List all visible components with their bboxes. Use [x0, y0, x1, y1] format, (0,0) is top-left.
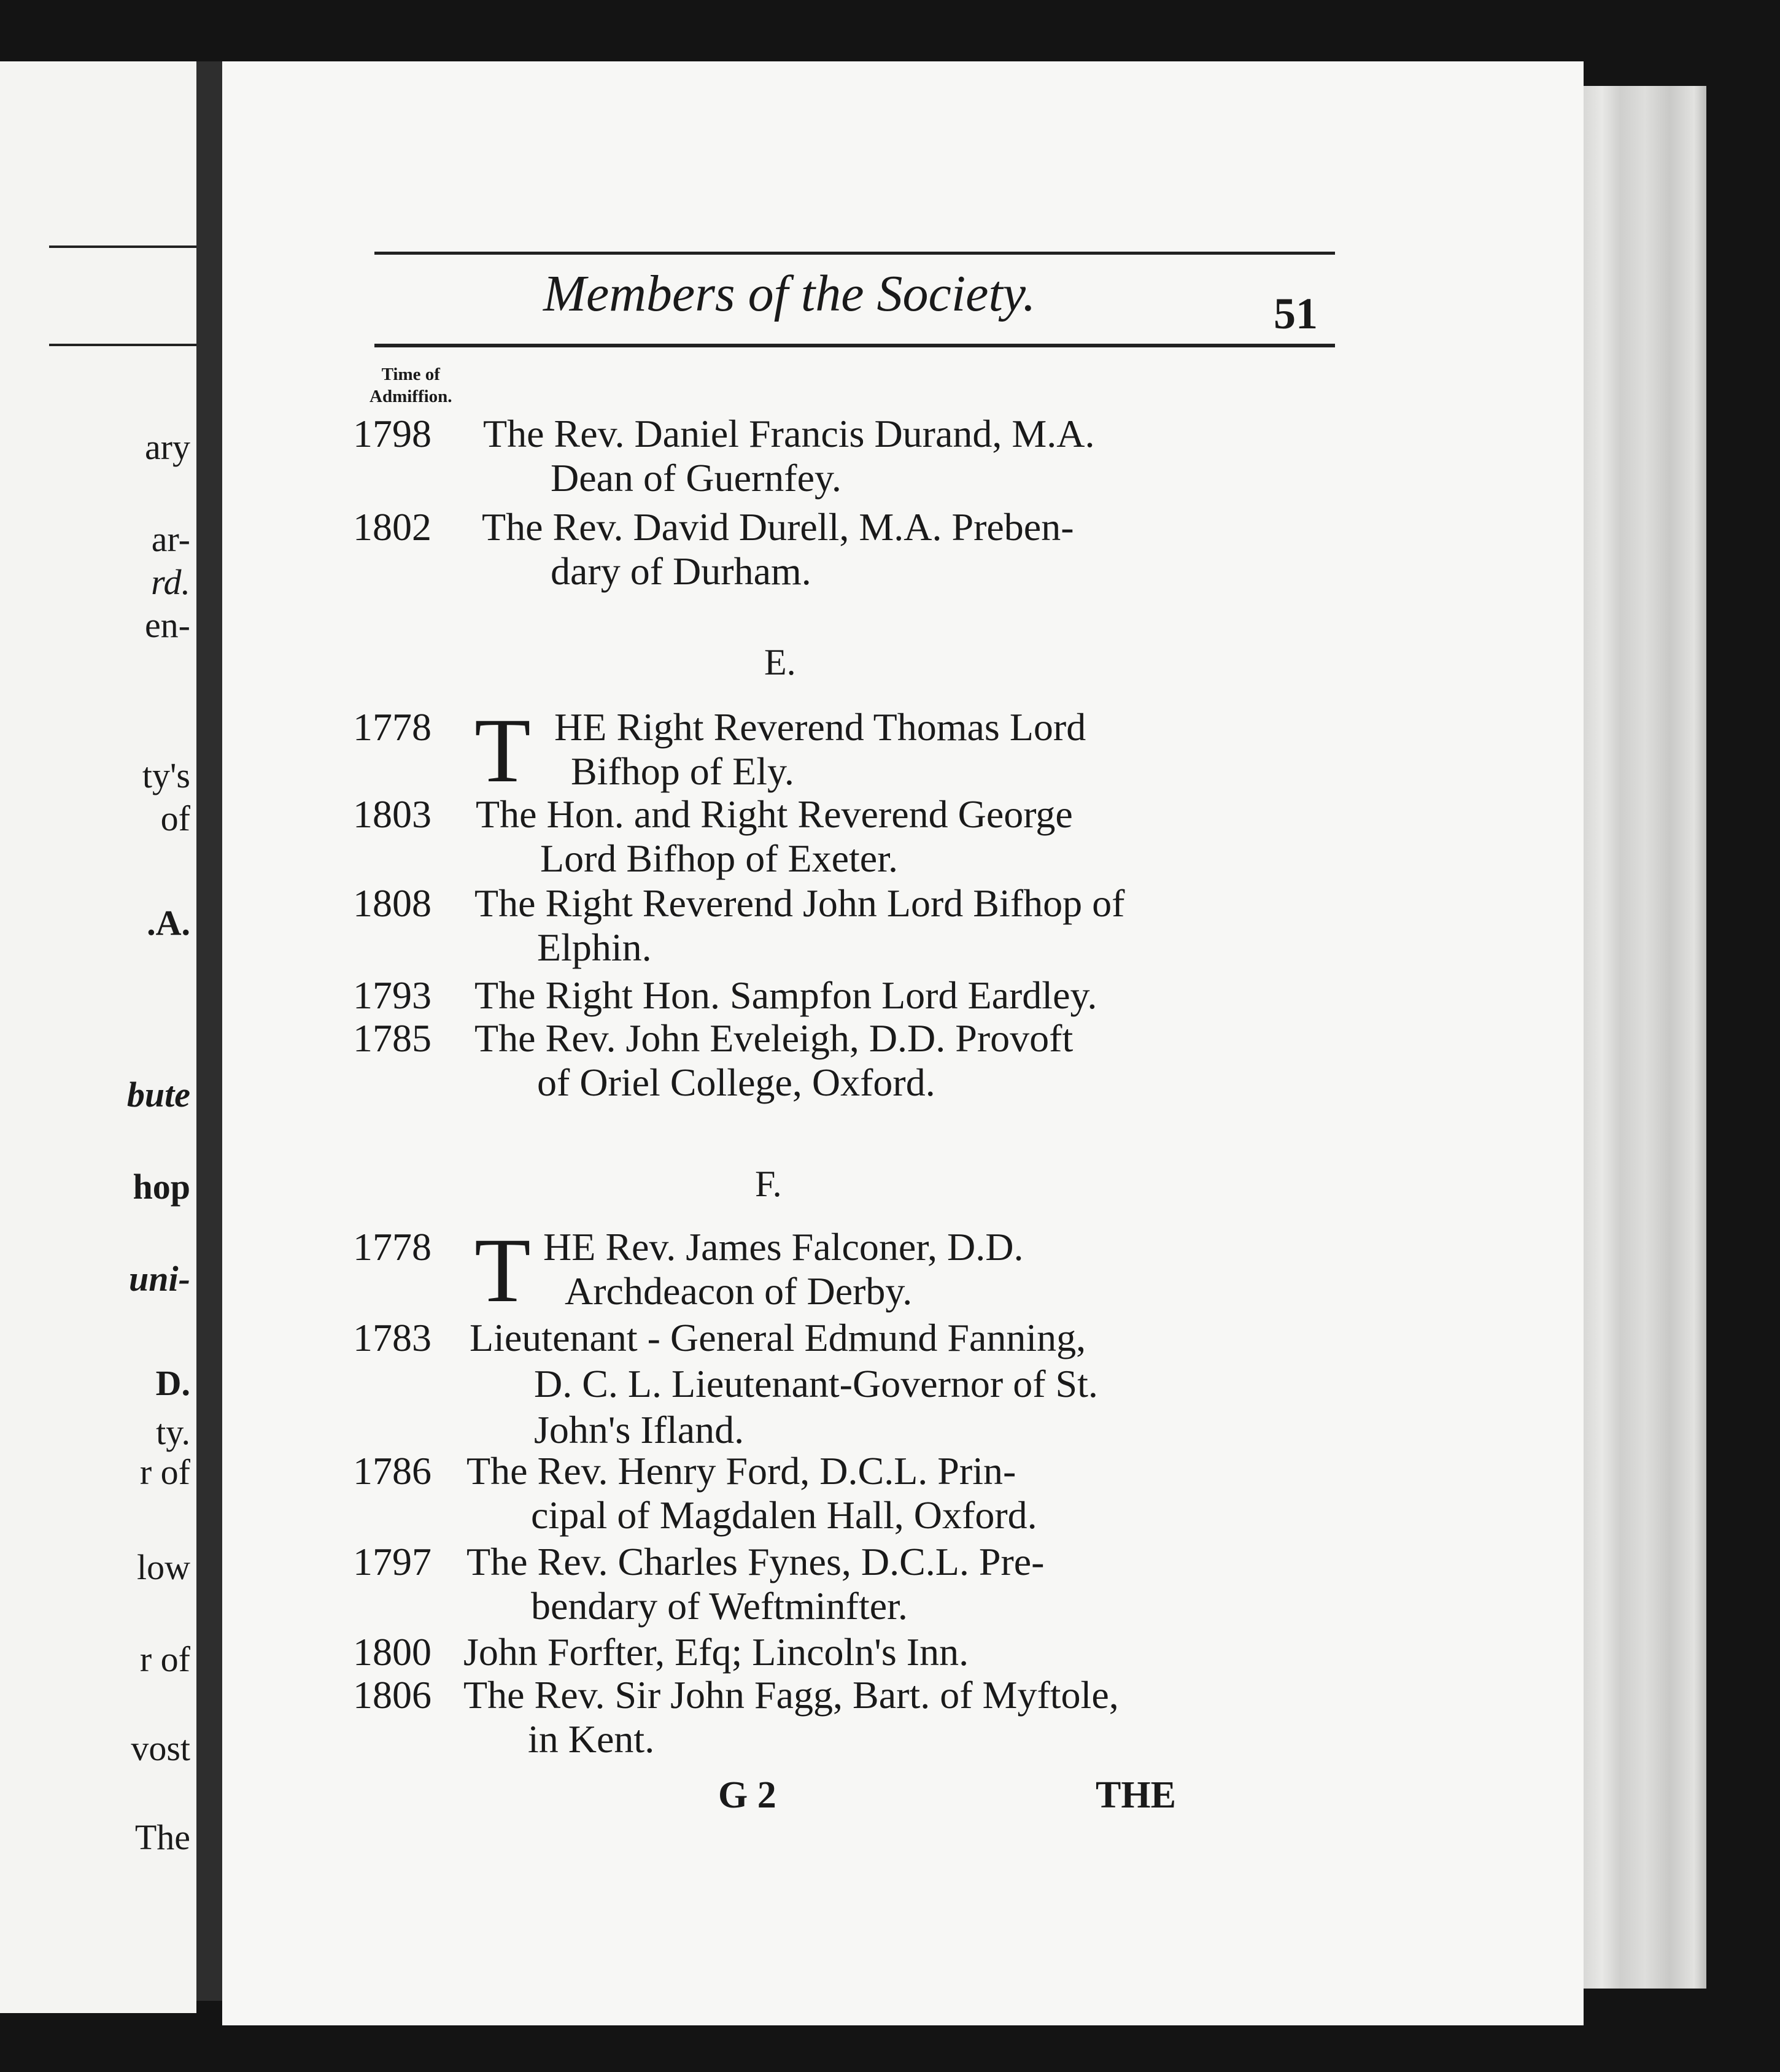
left-page-fragment: ty's	[142, 756, 190, 795]
column-heading-line: Admiffion.	[370, 387, 452, 406]
admission-year: 1798	[353, 412, 431, 455]
entry-line: Archdeacon of Derby.	[565, 1269, 913, 1313]
section-letter-f: F.	[755, 1164, 782, 1204]
section-letter-e: E.	[764, 642, 796, 682]
entry-line: bendary of Weftminfter.	[531, 1584, 908, 1628]
entry-line: dary of Durham.	[551, 549, 811, 593]
left-page-fragment: r of	[139, 1639, 190, 1679]
entry-line: The Rev. John Eveleigh, D.D. Provoft	[474, 1016, 1074, 1060]
column-heading-line: Time of	[381, 365, 440, 384]
admission-year: 1808	[353, 881, 431, 925]
left-page-fragment: bute	[126, 1075, 190, 1115]
left-page-fragment: uni-	[129, 1259, 190, 1299]
entry-line: Elphin.	[537, 926, 652, 969]
drop-capital: T	[474, 1220, 531, 1321]
signature-mark: G 2	[718, 1774, 776, 1816]
admission-year: 1778	[353, 705, 431, 749]
left-page-rule	[49, 344, 196, 346]
entry-line: The Right Reverend John Lord Bifhop of	[474, 881, 1125, 925]
entry-line: Lord Bifhop of Exeter.	[540, 837, 898, 880]
entry-line: The Hon. and Right Reverend George	[476, 792, 1073, 836]
left-facing-page	[0, 61, 196, 2013]
admission-year: 1793	[353, 973, 431, 1017]
left-page-fragment: r of	[139, 1452, 190, 1492]
admission-year: 1783	[353, 1316, 431, 1359]
entry-line: The Right Hon. Sampfon Lord Eardley.	[474, 973, 1097, 1017]
entry-line: John's Ifland.	[534, 1408, 745, 1452]
page-number: 51	[1274, 289, 1318, 338]
admission-year: 1802	[353, 505, 431, 549]
left-page-fragment: .A.	[147, 903, 190, 943]
book-gutter	[196, 61, 222, 2001]
left-page-fragment: ar-	[151, 519, 190, 559]
entry-line: The Rev. Henry Ford, D.C.L. Prin-	[466, 1449, 1016, 1493]
admission-year: 1786	[353, 1449, 431, 1493]
left-page-fragment: vost	[131, 1728, 190, 1768]
admission-year: 1797	[353, 1540, 431, 1583]
entry-line: John Forfter, Efq; Lincoln's Inn.	[463, 1630, 969, 1674]
entry-line: HE Right Reverend Thomas Lord	[554, 705, 1086, 749]
drop-capital: T	[474, 700, 531, 802]
entry-line: Lieutenant - General Edmund Fanning,	[470, 1316, 1086, 1359]
admission-year: 1800	[353, 1630, 431, 1674]
entry-line: The Rev. Sir John Fagg, Bart. of Myftole,	[463, 1673, 1119, 1717]
entry-line: The Rev. Charles Fynes, D.C.L. Pre-	[466, 1540, 1045, 1583]
left-page-fragment: ary	[144, 427, 190, 467]
entry-line: The Rev. Daniel Francis Durand, M.A.	[483, 412, 1095, 455]
catchword: THE	[1096, 1774, 1176, 1816]
left-page-fragment: rd.	[151, 562, 190, 602]
entry-line: The Rev. David Durell, M.A. Preben-	[482, 505, 1074, 549]
admission-year: 1803	[353, 792, 431, 836]
entry-line: D. C. L. Lieutenant-Governor of St.	[534, 1362, 1098, 1405]
entry-line: of Oriel College, Oxford.	[537, 1061, 935, 1104]
running-head: Members of the Society.	[543, 265, 1036, 322]
header-rule-top	[374, 252, 1335, 255]
left-page-fragment: of	[160, 798, 190, 838]
left-page-fragment: low	[137, 1547, 190, 1587]
admission-year: 1778	[353, 1225, 431, 1269]
admission-year: 1785	[353, 1016, 431, 1060]
left-page-rule	[49, 245, 196, 248]
header-rule-bottom	[374, 344, 1335, 347]
entry-line: HE Rev. James Falconer, D.D.	[543, 1225, 1024, 1269]
page-edges	[1584, 86, 1706, 1989]
left-page-fragment: en-	[144, 605, 190, 645]
admission-year: 1806	[353, 1673, 431, 1717]
left-page-fragment: hop	[133, 1167, 190, 1207]
entry-line: in Kent.	[528, 1717, 655, 1761]
left-page-fragment: The	[134, 1817, 190, 1857]
entry-line: Dean of Guernfey.	[551, 456, 842, 500]
left-page-fragment: D.	[155, 1363, 190, 1403]
entry-line: Bifhop of Ely.	[571, 749, 794, 793]
column-heading	[370, 363, 452, 408]
entry-line: cipal of Magdalen Hall, Oxford.	[531, 1493, 1037, 1537]
left-page-fragment: ty.	[156, 1412, 190, 1452]
